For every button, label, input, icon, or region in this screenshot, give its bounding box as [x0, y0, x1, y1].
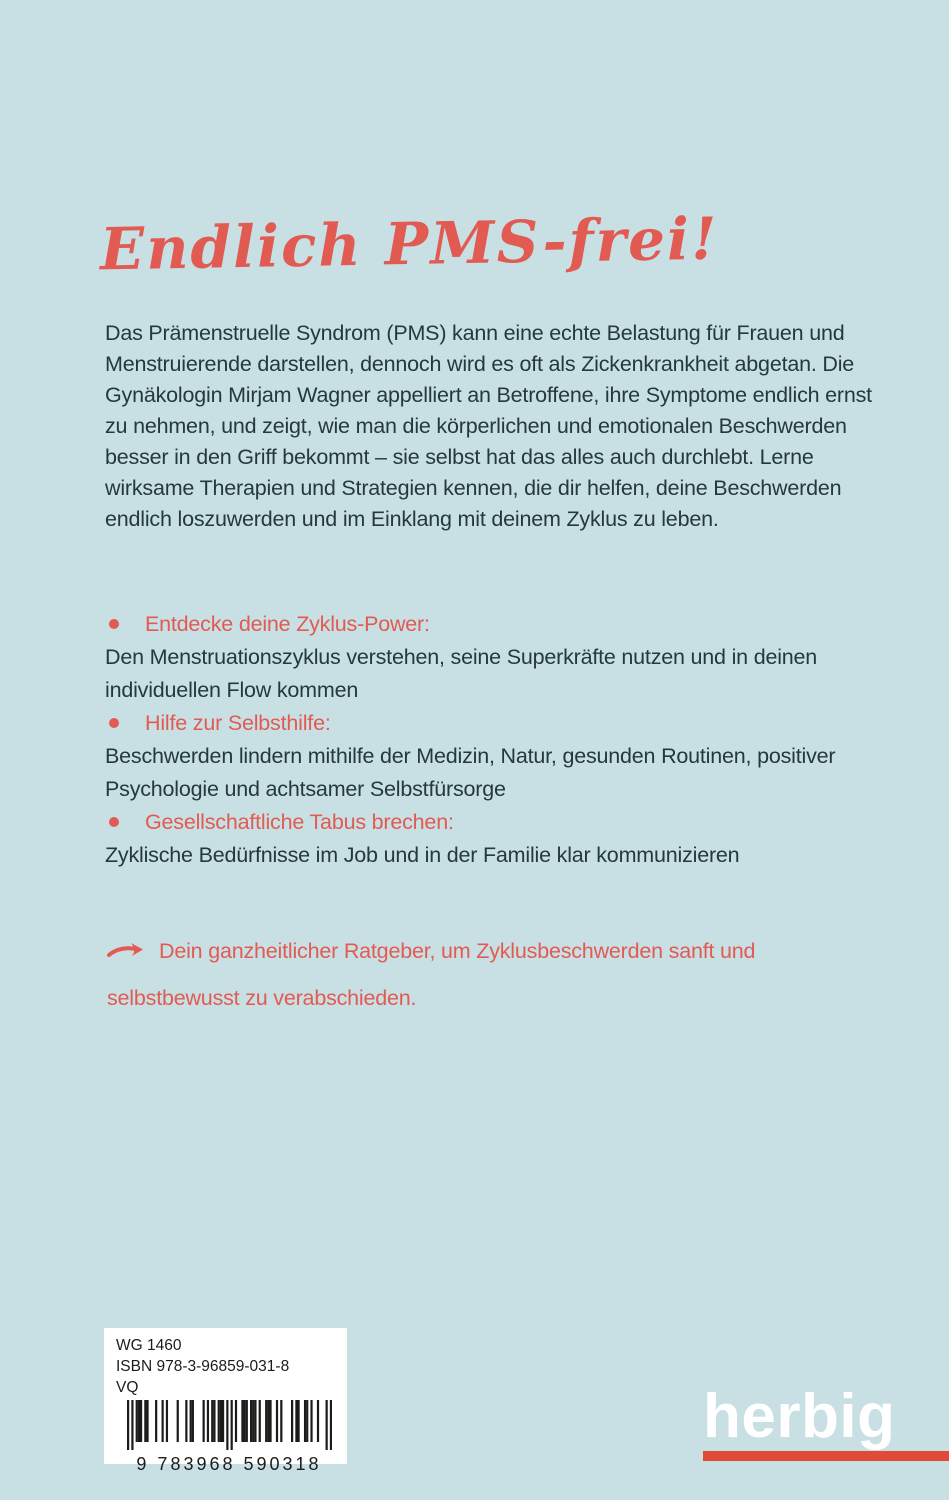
vq-code: VQ — [116, 1379, 139, 1396]
callout — [107, 928, 867, 1022]
bullet-body: Zyklische Bedürfnisse im Job und in der Familie klar kommunizieren — [105, 843, 740, 867]
bullet-heading: Entdecke deine Zyklus-Power: — [145, 612, 430, 636]
ean-barcode — [127, 1400, 332, 1450]
bullet-heading: Gesellschaftliche Tabus brechen: — [145, 810, 454, 834]
bullet-item — [105, 707, 885, 806]
bullet-heading-row — [105, 608, 885, 641]
bullet-heading-row — [105, 707, 885, 740]
isbn-text: ISBN 978-3-96859-031-8 — [116, 1358, 290, 1375]
bullet-item — [105, 806, 885, 872]
bullet-heading-row — [105, 806, 885, 839]
bullet-body: Beschwerden lindern mithilfe der Medizin, Natur, gesunden Routinen, positiver Psychologie und achtsamer Selbstfürsorge — [105, 744, 836, 801]
publisher-name: herbig — [703, 1382, 896, 1451]
callout-text: Dein ganzheitlicher Ratgeber, um Zyklusbeschwerden sanft und selbstbewusst zu verabschieden. — [107, 939, 756, 1010]
bullet-dot-icon — [109, 817, 119, 827]
wg-code: WG 1460 — [116, 1337, 182, 1354]
bullet-dot-icon — [109, 718, 119, 728]
ean-digits: 9 783968 590318 — [136, 1454, 322, 1474]
bullet-item — [105, 608, 885, 707]
ean-barcode-wrap — [124, 1400, 334, 1475]
barcode-panel — [104, 1328, 347, 1474]
bullet-body: Den Menstruationszyklus verstehen, seine Superkräfte nutzen und in deinen individuellen Flow kommen — [105, 645, 818, 702]
bullet-list — [105, 608, 885, 872]
intro-paragraph: Das Prämenstruelle Syndrom (PMS) kann eine echte Belastung für Frauen und Menstruierende darstellen, dennoch wird es oft als Zickenkrankheit abgetan. Die Gynäkologin Mirjam Wagner appelliert an Betroffene, ihre Symptome endlich ernst zu nehmen, und zeigt, wie man die körperlichen und emotionalen Beschwerden besser in den Griff bekommt – sie selbst hat das alles auch durchlebt. Lerne wirksame Therapien und Strategien kennen, die dir helfen, deine Beschwerden endlich loszuwerden und im Einklang mit deinem Zyklus zu leben. — [105, 321, 872, 531]
publisher-logo — [700, 1384, 949, 1474]
publisher-underline — [703, 1451, 949, 1461]
page-title: Endlich PMS-frei! — [99, 204, 720, 284]
right-arrow-icon — [107, 940, 145, 962]
bullet-heading: Hilfe zur Selbsthilfe: — [145, 711, 331, 735]
bullet-dot-icon — [109, 619, 119, 629]
